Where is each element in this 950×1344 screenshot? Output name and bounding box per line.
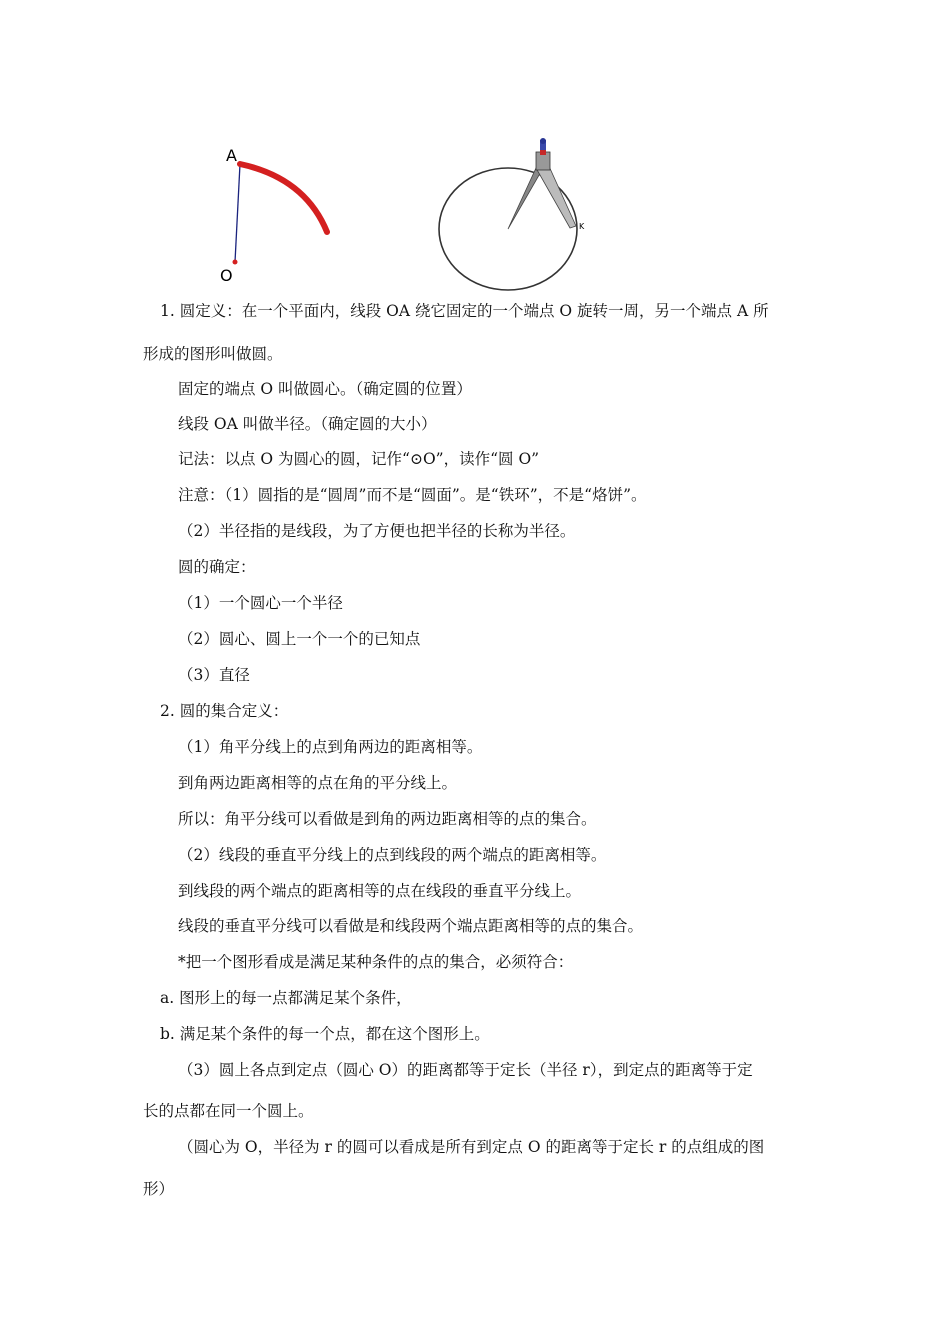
point-o (233, 260, 238, 265)
set-definition-heading: 2. 圆的集合定义： (160, 702, 289, 720)
radius-segment-oa (235, 164, 240, 262)
determination-heading: 圆的确定： (178, 558, 256, 576)
definition-line-1: 1. 圆定义：在一个平面内，线段 OA 绕它固定的一个端点 O 旋转一周，另一个端点 A 所 (160, 302, 769, 320)
set-line-8: （3）圆上各点到定点（圆心 O）的距离都等于定长（半径 r），到定点的距离等于定 (178, 1061, 753, 1079)
determination-item-3: （3）直径 (178, 666, 250, 684)
compass-icon (508, 138, 576, 229)
note-line-2: （2）半径指的是线段，为了方便也把半径的长称为半径。 (178, 522, 576, 540)
determination-item-2: （2）圆心、圆上一个一个的已知点 (178, 630, 421, 648)
determination-item-1: （1）一个圆心一个半径 (178, 594, 343, 612)
set-line-10: （圆心为 O，半径为 r 的圆可以看成是所有到定点 O 的距离等于定长 r 的点组成的图 (178, 1138, 765, 1156)
label-k: K (579, 222, 585, 231)
center-line: 固定的端点 O 叫做圆心。（确定圆的位置） (178, 380, 472, 398)
set-line-2: 到角两边距离相等的点在角的平分线上。 (178, 774, 458, 792)
point-a (238, 162, 243, 167)
set-line-11: 形） (143, 1180, 175, 1198)
set-line-6: 线段的垂直平分线可以看做是和线段两个端点距离相等的点的集合。 (178, 917, 644, 935)
set-line-3: 所以：角平分线可以看做是到角的两边距离相等的点的集合。 (178, 810, 597, 828)
set-line-5: 到线段的两个端点的距离相等的点在线段的垂直平分线上。 (178, 882, 582, 900)
red-arc (240, 164, 327, 232)
note-line-1: 注意：（1）圆指的是“圆周”而不是“圆面”。是“铁环”，不是“烙饼”。 (178, 486, 647, 504)
set-line-9: 长的点都在同一个圆上。 (143, 1102, 314, 1120)
definition-line-2: 形成的图形叫做圆。 (143, 345, 283, 363)
label-a: A (226, 146, 237, 165)
label-o: O (220, 266, 233, 285)
radius-arc-figure (210, 140, 350, 290)
set-line-1: （1）角平分线上的点到角两边的距离相等。 (178, 738, 483, 756)
radius-line: 线段 OA 叫做半径。（确定圆的大小） (178, 415, 437, 433)
compass-circle-figure (430, 136, 600, 296)
condition-a: a. 图形上的每一点都满足某个条件， (160, 989, 412, 1007)
set-line-7: *把一个图形看成是满足某种条件的点的集合，必须符合： (178, 953, 574, 971)
condition-b: b. 满足某个条件的每一个点，都在这个图形上。 (160, 1025, 490, 1043)
set-line-4: （2）线段的垂直平分线上的点到线段的两个端点的距离相等。 (178, 846, 607, 864)
notation-line: 记法：以点 O 为圆心的圆，记作“⊙O”，读作“圆 O” (178, 450, 540, 468)
